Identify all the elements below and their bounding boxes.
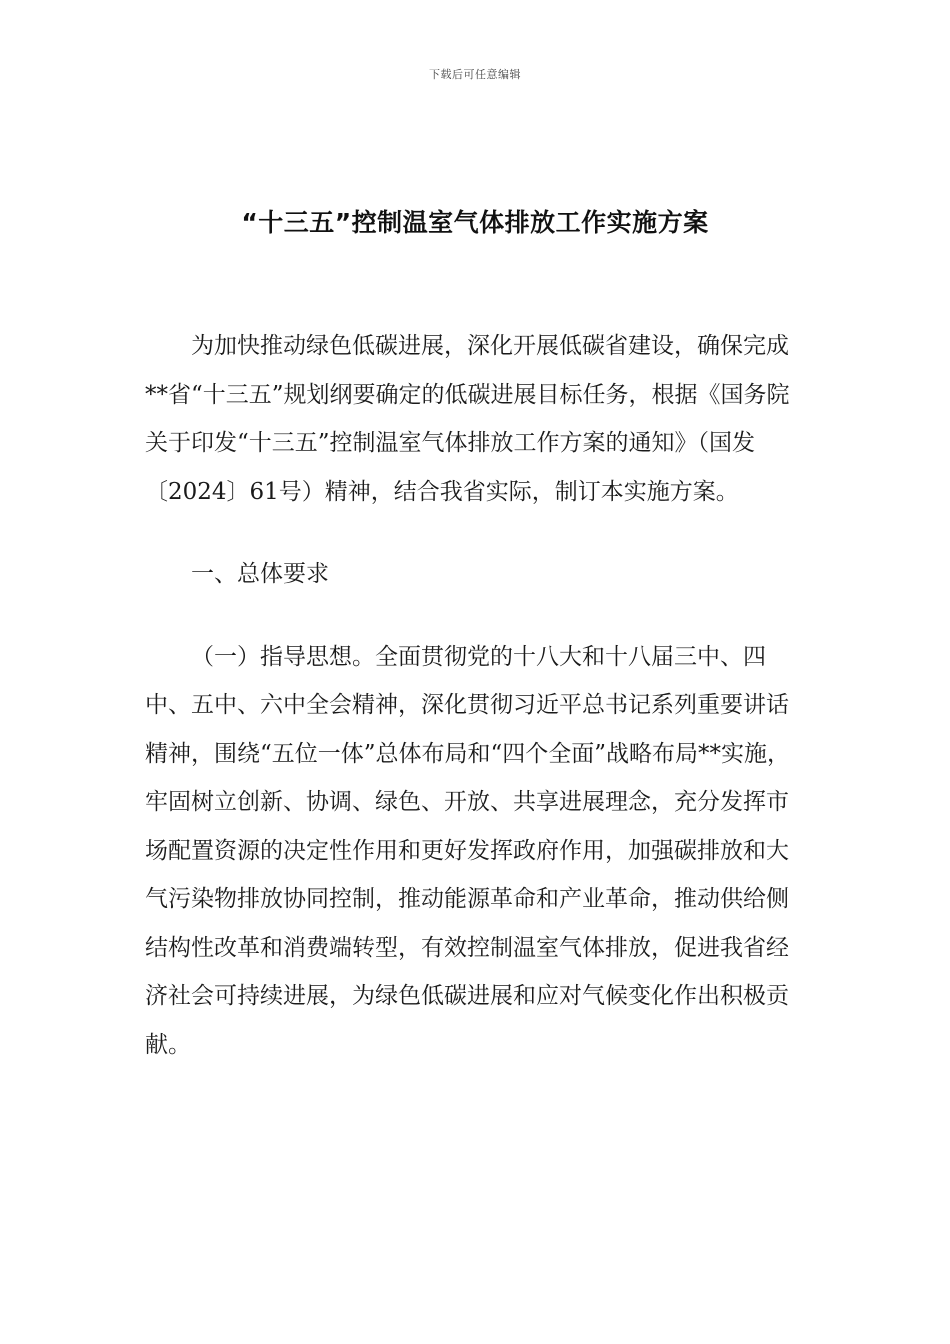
document-body — [145, 322, 805, 1069]
paragraph-gap — [145, 516, 805, 550]
intro-paragraph: 为加快推动绿色低碳进展，深化开展低碳省建设，确保完成**省“十三五”规划纲要确定的低碳进展目标任务，根据《国务院关于印发“十三五”控制温室气体排放工作方案的通知》（国发〔2024〕61号）精神，结合我省实际，制订本实施方案。 — [145, 333, 790, 505]
header-note: 下载后可任意编辑 — [429, 68, 521, 81]
paragraph-gap — [145, 599, 805, 633]
section-heading: 一、总体要求 — [191, 561, 329, 587]
document-title: “十三五”控制温室气体排放工作实施方案 — [241, 208, 709, 237]
guiding-thought-paragraph: （一）指导思想。全面贯彻党的十八大和十八届三中、四中、五中、六中全会精神，深化贯彻习近平总书记系列重要讲话精神，围绕“五位一体”总体布局和“四个全面”战略布局**实施，牢固树立创新、协调、绿色、开放、共享进展理念，充分发挥市场配置资源的决定性作用和更好发挥政府作用，加强碳排放和大气污染物排放协同控制，推动能源革命和产业革命，推动供给侧结构性改革和消费端转型，有效控制温室气体排放，促进我省经济社会可持续进展，为绿色低碳进展和应对气候变化作出积极贡献。 — [145, 643, 791, 1058]
